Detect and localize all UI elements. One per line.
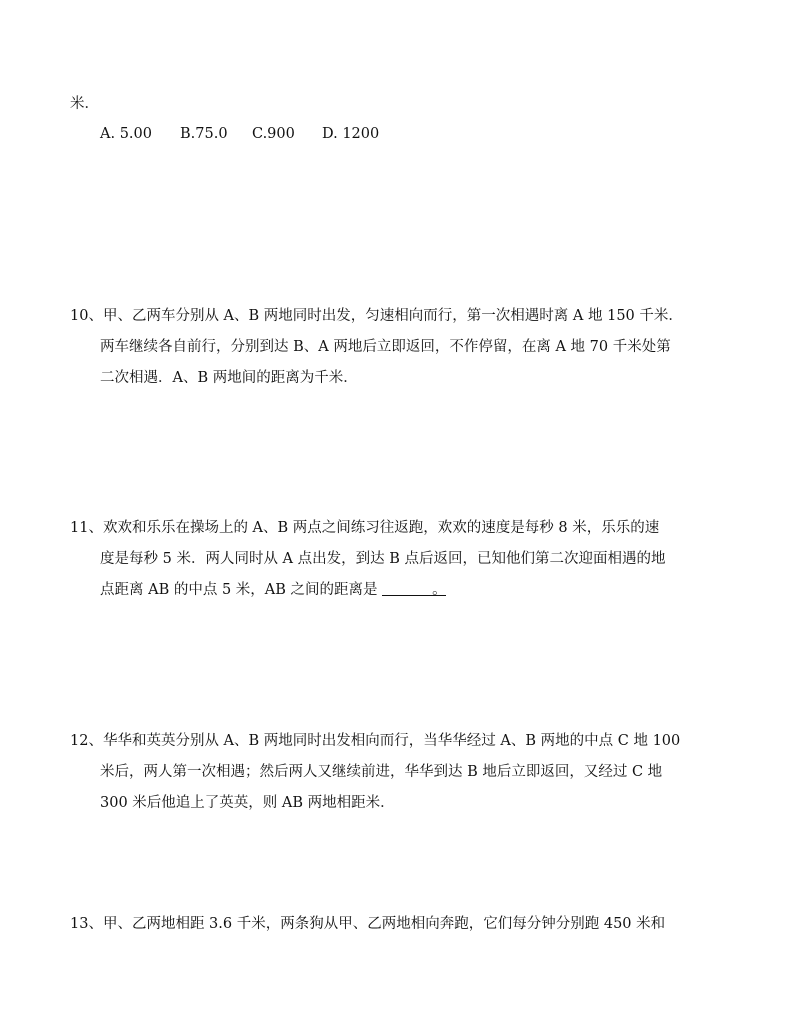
question-number: 12、 (70, 733, 103, 749)
question-line: 甲、乙两地相距 3.6 千米，两条狗从甲、乙两地相向奔跑，它们每分钟分别跑 450 米和 (102, 916, 666, 932)
answer-options (100, 124, 379, 144)
question-line: 欢欢和乐乐在操场上的 A、B 两点之间练习往返跑，欢欢的速度是每秒 8 米，乐乐的速 (102, 520, 660, 536)
question-line: 300 米后他追上了英英，则 AB 两地相距米． (100, 795, 395, 811)
question-line: 度是每秒 5 米．两人同时从 A 点出发，到达 B 点后返回，已知他们第二次迎面相遇的地 (100, 551, 666, 567)
fragment-text: 米． (70, 96, 99, 112)
option-b: B.75.0 (180, 126, 228, 142)
option-c: C.900 (252, 126, 295, 142)
question-line: 米后，两人第一次相遇；然后两人又继续前进，华华到达 B 地后立即返回，又经过 C 地 (100, 764, 663, 780)
question-line: 华华和英英分别从 A、B 两地同时出发相向而行，当华华经过 A、B 两地的中点 C 地 100 (102, 733, 681, 749)
question-number: 13、 (70, 916, 103, 932)
option-d: D. 1200 (322, 126, 380, 142)
question-line: 二次相遇．A、B 两地间的距离为千米． (100, 370, 358, 386)
question-number: 11、 (70, 520, 103, 536)
question-line: 甲、乙两车分别从 A、B 两地同时出发，匀速相向而行，第一次相遇时离 A 地 150 千米． (102, 308, 683, 324)
option-a: A. 5.00 (100, 126, 152, 142)
blank-tail: 。 (432, 582, 447, 598)
question-number: 10、 (70, 308, 103, 324)
question-line: 点距离 AB 的中点 5 米，AB 之间的距离是 (100, 582, 378, 598)
question-line: 两车继续各自前行，分别到达 B、A 两地后立即返回，不作停留，在离 A 地 70 千米处第 (100, 339, 671, 355)
